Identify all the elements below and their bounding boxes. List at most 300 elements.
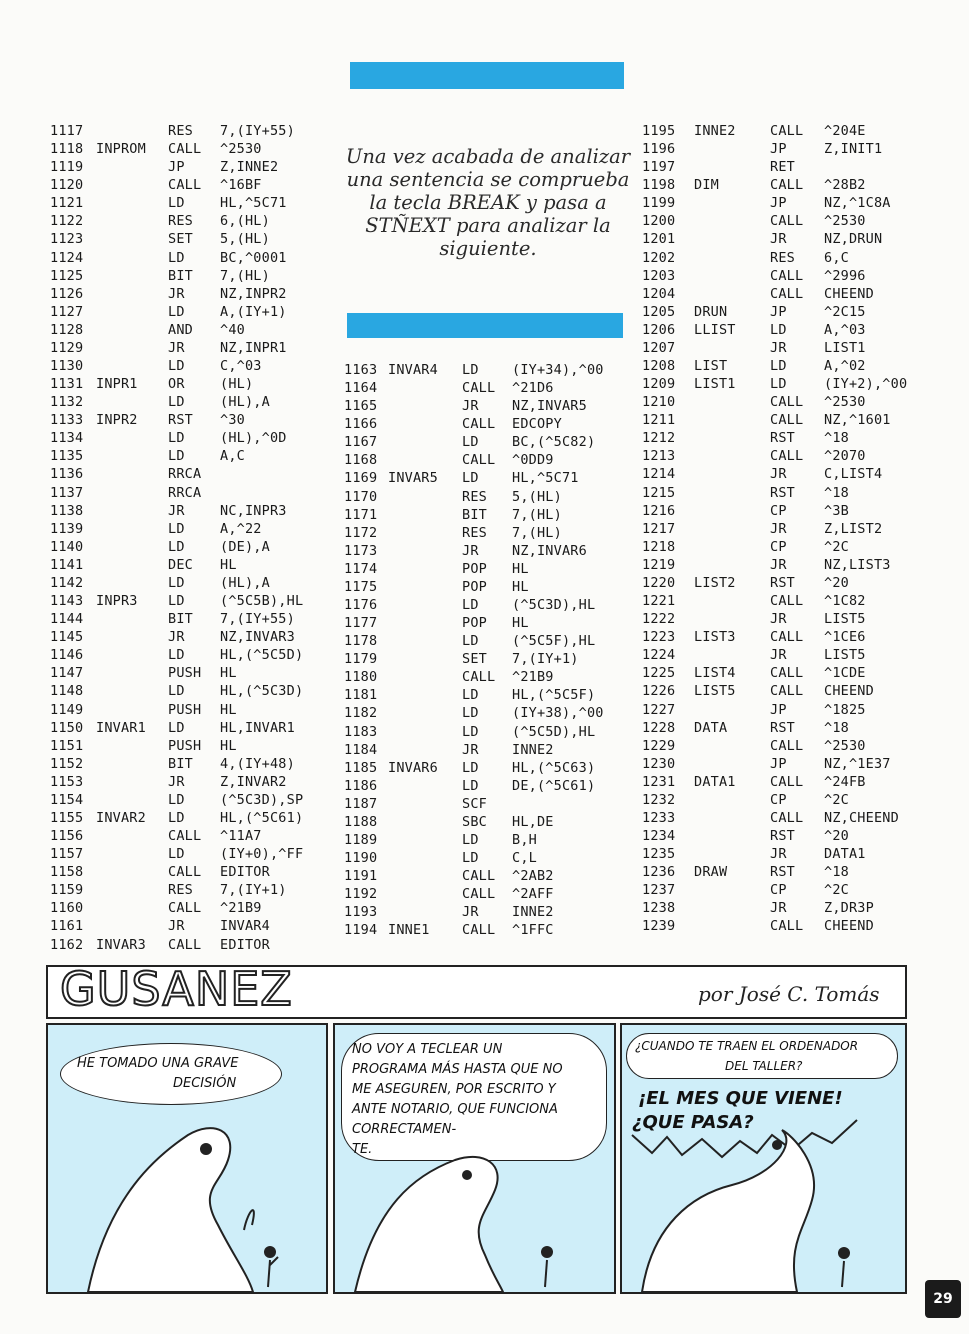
opcode: BIT [462, 506, 487, 523]
line-number: 1221 [642, 593, 676, 610]
bubble-line: CORRECTAMEN- [352, 1122, 457, 1137]
opcode: POP [462, 578, 487, 595]
listing-row [344, 506, 634, 524]
line-number: 1230 [642, 755, 676, 772]
line-number: 1237 [642, 882, 676, 899]
opcode: CALL [168, 828, 202, 845]
line-number: 1209 [642, 376, 676, 393]
label: INPROM [96, 141, 146, 158]
listing-row [344, 632, 634, 650]
line-number: 1124 [50, 249, 84, 266]
listing-row [50, 267, 340, 285]
operand: (^5C5D),HL [512, 723, 596, 740]
line-number: 1166 [344, 416, 378, 433]
listing-row [50, 646, 340, 664]
opcode: CALL [462, 886, 496, 903]
opcode: LD [168, 719, 185, 736]
operand: ^204E [824, 123, 866, 139]
opcode: AND [168, 321, 193, 338]
opcode: LD [462, 633, 479, 650]
opcode: JR [168, 502, 185, 519]
line-number: 1171 [344, 506, 378, 523]
line-number: 1219 [642, 556, 676, 573]
opcode: LD [462, 832, 479, 849]
opcode: CALL [462, 669, 496, 686]
page-number: 29 [925, 1280, 961, 1318]
line-number: 1146 [50, 647, 84, 664]
operand: ^0DD9 [512, 452, 554, 469]
operand: Z,INIT1 [824, 141, 883, 158]
opcode: CALL [168, 177, 202, 194]
operand: (^5C3D),HL [512, 597, 596, 614]
line-number: 1125 [50, 267, 84, 284]
opcode: LD [168, 394, 185, 411]
operand: (HL),^0D [220, 430, 287, 447]
operand: ^2530 [824, 737, 866, 754]
line-number: 1143 [50, 593, 84, 610]
operand: HL,DE [512, 813, 554, 830]
opcode: LD [168, 538, 185, 555]
listing-row [50, 411, 340, 429]
opcode: CALL [168, 936, 202, 953]
opcode: BIT [168, 611, 193, 628]
opcode: CALL [168, 864, 202, 881]
opcode: JR [770, 556, 787, 573]
listing-row [642, 520, 942, 538]
line-number: 1185 [344, 759, 378, 776]
listing-row [50, 339, 340, 357]
operand: A,^03 [824, 321, 866, 338]
listing-row [50, 592, 340, 610]
listing-row [50, 863, 340, 881]
operand: INNE2 [512, 741, 554, 758]
line-number: 1206 [642, 321, 676, 338]
listing-row [50, 230, 340, 248]
operand: HL,(^5C61) [220, 809, 304, 826]
operand: NC,INPR3 [220, 502, 287, 519]
operand: 6,(HL) [220, 213, 270, 230]
listing-row [344, 759, 634, 777]
opcode: RST [770, 430, 795, 447]
line-number: 1229 [642, 737, 676, 754]
listing-row [642, 484, 942, 502]
line-number: 1144 [50, 611, 84, 628]
operand: ^3B [824, 502, 849, 519]
opcode: CALL [770, 593, 804, 610]
operand: NZ,LIST3 [824, 556, 891, 573]
opcode: CALL [770, 412, 804, 429]
listing-row [642, 592, 942, 610]
opcode: RST [770, 719, 795, 736]
shout-line: ¿QUE PASA? [632, 1112, 754, 1133]
line-number: 1210 [642, 394, 676, 411]
listing-row [642, 845, 942, 863]
operand: (^5C5F),HL [512, 633, 596, 650]
operand: ^16BF [220, 177, 262, 194]
operand: B,H [512, 832, 537, 849]
label: INVAR6 [388, 759, 438, 776]
listing-row [50, 484, 340, 502]
listing-row [344, 777, 634, 795]
line-number: 1186 [344, 777, 378, 794]
opcode: CALL [770, 629, 804, 646]
line-number: 1184 [344, 741, 378, 758]
opcode: RRCA [168, 484, 202, 501]
listing-row [642, 755, 942, 773]
label: LIST2 [694, 574, 736, 591]
line-number: 1196 [642, 141, 676, 158]
listing-row [50, 664, 340, 682]
line-number: 1195 [642, 123, 676, 139]
opcode: CP [770, 791, 787, 808]
opcode: RST [770, 828, 795, 845]
opcode: RET [770, 159, 795, 176]
opcode: POP [462, 560, 487, 577]
operand: 7,(HL) [512, 506, 562, 523]
line-number: 1232 [642, 791, 676, 808]
opcode: BIT [168, 755, 193, 772]
listing-row [50, 881, 340, 899]
operand: LIST5 [824, 611, 866, 628]
listing-row [642, 321, 942, 339]
label: INVAR3 [96, 936, 146, 953]
line-number: 1207 [642, 339, 676, 356]
operand: ^30 [220, 412, 245, 429]
label: LIST3 [694, 629, 736, 646]
line-number: 1137 [50, 484, 84, 501]
line-number: 1226 [642, 683, 676, 700]
listing-row [50, 176, 340, 194]
operand: HL,(^5C63) [512, 759, 596, 776]
operand: CHEEND [824, 683, 874, 700]
line-number: 1150 [50, 719, 84, 736]
line-number: 1158 [50, 864, 84, 881]
listing-row [642, 122, 942, 140]
opcode: LD [462, 434, 479, 451]
opcode: CALL [770, 809, 804, 826]
comic-panel-3 [620, 1023, 907, 1294]
operand: (IY+0),^FF [220, 846, 304, 863]
operand: ^28B2 [824, 177, 866, 194]
operand: ^20 [824, 574, 849, 591]
opcode: CALL [770, 177, 804, 194]
opcode: CALL [770, 123, 804, 139]
operand: HL [512, 578, 529, 595]
opcode: CALL [168, 141, 202, 158]
listing-row [642, 899, 942, 917]
opcode: CP [770, 502, 787, 519]
listing-row [344, 885, 634, 903]
line-number: 1141 [50, 556, 84, 573]
listing-row [50, 249, 340, 267]
listing-row [50, 791, 340, 809]
listing-row [642, 267, 942, 285]
line-number: 1145 [50, 629, 84, 646]
listing-row [344, 560, 634, 578]
listing-row [50, 502, 340, 520]
listing-row [642, 646, 942, 664]
line-number: 1127 [50, 303, 84, 320]
listing-row [642, 701, 942, 719]
operand: 7,(IY+55) [220, 123, 295, 139]
line-number: 1155 [50, 809, 84, 826]
listing-row [642, 809, 942, 827]
operand: ^2070 [824, 448, 866, 465]
character-illustration [48, 1025, 326, 1292]
listing-row [642, 538, 942, 556]
operand: INVAR4 [220, 918, 270, 935]
operand: ^18 [824, 484, 849, 501]
opcode: LD [462, 705, 479, 722]
opcode: JR [770, 339, 787, 356]
comic-author: por José C. Tomás [698, 982, 880, 1006]
listing-row [642, 429, 942, 447]
listing-row [344, 433, 634, 451]
opcode: PUSH [168, 665, 202, 682]
listing-row [50, 610, 340, 628]
listing-row [50, 719, 340, 737]
opcode: JR [770, 520, 787, 537]
line-number: 1120 [50, 177, 84, 194]
opcode: JR [168, 773, 185, 790]
operand: EDITOR [220, 936, 270, 953]
bubble-line: DEL TALLER? [725, 1059, 803, 1073]
listing-row [50, 122, 340, 140]
operand: 7,(IY+1) [512, 651, 579, 668]
operand: (HL) [220, 376, 254, 393]
listing-row [642, 664, 942, 682]
opcode: RST [770, 864, 795, 881]
opcode: JR [168, 339, 185, 356]
operand: ^40 [220, 321, 245, 338]
listing-row [642, 303, 942, 321]
line-number: 1160 [50, 900, 84, 917]
operand: ^18 [824, 719, 849, 736]
line-number: 1201 [642, 231, 676, 248]
listing-row [642, 719, 942, 737]
line-number: 1215 [642, 484, 676, 501]
opcode: LD [462, 470, 479, 487]
operand: Z,INVAR2 [220, 773, 287, 790]
label: INPR2 [96, 412, 138, 429]
line-number: 1198 [642, 177, 676, 194]
operand: EDITOR [220, 864, 270, 881]
bubble-line: DECISIÓN [173, 1076, 237, 1091]
operand: 7,(IY+1) [220, 882, 287, 899]
operand: NZ,INPR1 [220, 339, 287, 356]
listing-row [50, 809, 340, 827]
listing-row [344, 397, 634, 415]
listing-row [50, 520, 340, 538]
opcode: LD [462, 597, 479, 614]
line-number: 1178 [344, 633, 378, 650]
line-number: 1177 [344, 615, 378, 632]
opcode: LD [462, 777, 479, 794]
line-number: 1167 [344, 434, 378, 451]
line-number: 1147 [50, 665, 84, 682]
listing-row [642, 827, 942, 845]
operand: NZ,^1601 [824, 412, 891, 429]
listing-row [50, 827, 340, 845]
line-number: 1149 [50, 701, 84, 718]
opcode: JP [770, 303, 787, 320]
listing-row [344, 361, 634, 379]
listing-row [642, 140, 942, 158]
label: LIST5 [694, 683, 736, 700]
line-number: 1217 [642, 520, 676, 537]
listing-middle [344, 361, 634, 940]
listing-row [642, 502, 942, 520]
listing-row [50, 393, 340, 411]
line-number: 1169 [344, 470, 378, 487]
listing-row [642, 737, 942, 755]
opcode: LD [168, 791, 185, 808]
line-number: 1157 [50, 846, 84, 863]
opcode: RES [770, 249, 795, 266]
opcode: JR [168, 629, 185, 646]
listing-row [50, 447, 340, 465]
line-number: 1187 [344, 795, 378, 812]
opcode: CALL [770, 773, 804, 790]
operand: ^2C [824, 882, 849, 899]
line-number: 1227 [642, 701, 676, 718]
operand: (^5C5B),HL [220, 593, 304, 610]
opcode: RES [168, 882, 193, 899]
opcode: LD [168, 430, 185, 447]
line-number: 1239 [642, 918, 676, 935]
label: INVAR4 [388, 362, 438, 378]
line-number: 1223 [642, 629, 676, 646]
listing-row [642, 917, 942, 935]
bubble-line: NO VOY A TECLEAR UN [352, 1042, 503, 1057]
operand: ^2C [824, 538, 849, 555]
operand: NZ,DRUN [824, 231, 883, 248]
opcode: JR [770, 611, 787, 628]
operand: DE,(^5C61) [512, 777, 596, 794]
label: INVAR5 [388, 470, 438, 487]
operand: (IY+34),^00 [512, 362, 604, 378]
operand: (HL),A [220, 394, 270, 411]
operand: BC,(^5C82) [512, 434, 596, 451]
line-number: 1190 [344, 850, 378, 867]
listing-row [642, 411, 942, 429]
operand: HL,^5C71 [512, 470, 579, 487]
opcode: LD [168, 249, 185, 266]
line-number: 1182 [344, 705, 378, 722]
operand: NZ,^1C8A [824, 195, 891, 212]
label: DRUN [694, 303, 728, 320]
listing-row [50, 682, 340, 700]
operand: HL,(^5C5F) [512, 687, 596, 704]
label: INNE1 [388, 922, 430, 939]
operand: (HL),A [220, 574, 270, 591]
label: LIST [694, 358, 728, 375]
operand: NZ,^1E37 [824, 755, 891, 772]
line-number: 1175 [344, 578, 378, 595]
line-number: 1119 [50, 159, 84, 176]
line-number: 1172 [344, 524, 378, 541]
opcode: JR [770, 846, 787, 863]
listing-row [344, 849, 634, 867]
listing-row [344, 596, 634, 614]
line-number: 1231 [642, 773, 676, 790]
line-number: 1225 [642, 665, 676, 682]
listing-row [50, 773, 340, 791]
listing-row [344, 524, 634, 542]
middle-accent-bar [347, 313, 623, 338]
opcode: PUSH [168, 737, 202, 754]
listing-row [50, 429, 340, 447]
line-number: 1170 [344, 488, 378, 505]
operand: ^1C82 [824, 593, 866, 610]
operand: ^18 [824, 864, 849, 881]
opcode: PUSH [168, 701, 202, 718]
line-number: 1191 [344, 868, 378, 885]
operand: CHEEND [824, 918, 874, 935]
listing-row [642, 339, 942, 357]
operand: ^2530 [824, 394, 866, 411]
listing-row [344, 903, 634, 921]
listing-row [344, 921, 634, 939]
operand: ^2C [824, 791, 849, 808]
opcode: LD [462, 759, 479, 776]
operand: ^24FB [824, 773, 866, 790]
listing-row [642, 357, 942, 375]
listing-row [642, 881, 942, 899]
listing-row [642, 556, 942, 574]
listing-row [50, 303, 340, 321]
opcode: JR [462, 398, 479, 415]
opcode: LD [168, 846, 185, 863]
line-number: 1173 [344, 542, 378, 559]
listing-row [50, 285, 340, 303]
opcode: CALL [770, 213, 804, 230]
operand: CHEEND [824, 285, 874, 302]
comic-panel-2 [333, 1023, 616, 1294]
label: DATA [694, 719, 728, 736]
opcode: LD [168, 593, 185, 610]
operand: Z,LIST2 [824, 520, 883, 537]
operand: (^5C3D),SP [220, 791, 304, 808]
listing-row [344, 813, 634, 831]
opcode: CALL [462, 922, 496, 939]
listing-row [344, 379, 634, 397]
comic-title: GUSANEZ [60, 962, 293, 1016]
opcode: CALL [462, 380, 496, 397]
operand: 7,(IY+55) [220, 611, 295, 628]
opcode: LD [168, 574, 185, 591]
line-number: 1151 [50, 737, 84, 754]
opcode: JP [770, 141, 787, 158]
line-number: 1154 [50, 791, 84, 808]
opcode: CALL [770, 665, 804, 682]
line-number: 1188 [344, 813, 378, 830]
listing-row [50, 158, 340, 176]
listing-row [344, 451, 634, 469]
line-number: 1165 [344, 398, 378, 415]
line-number: 1132 [50, 394, 84, 411]
listing-row [642, 628, 942, 646]
listing-row [50, 556, 340, 574]
operand: HL,(^5C3D) [220, 683, 304, 700]
line-number: 1159 [50, 882, 84, 899]
opcode: LD [168, 520, 185, 537]
operand: LIST5 [824, 647, 866, 664]
opcode: LD [168, 683, 185, 700]
opcode: JP [770, 755, 787, 772]
operand: 7,(HL) [220, 267, 270, 284]
opcode: CALL [770, 448, 804, 465]
